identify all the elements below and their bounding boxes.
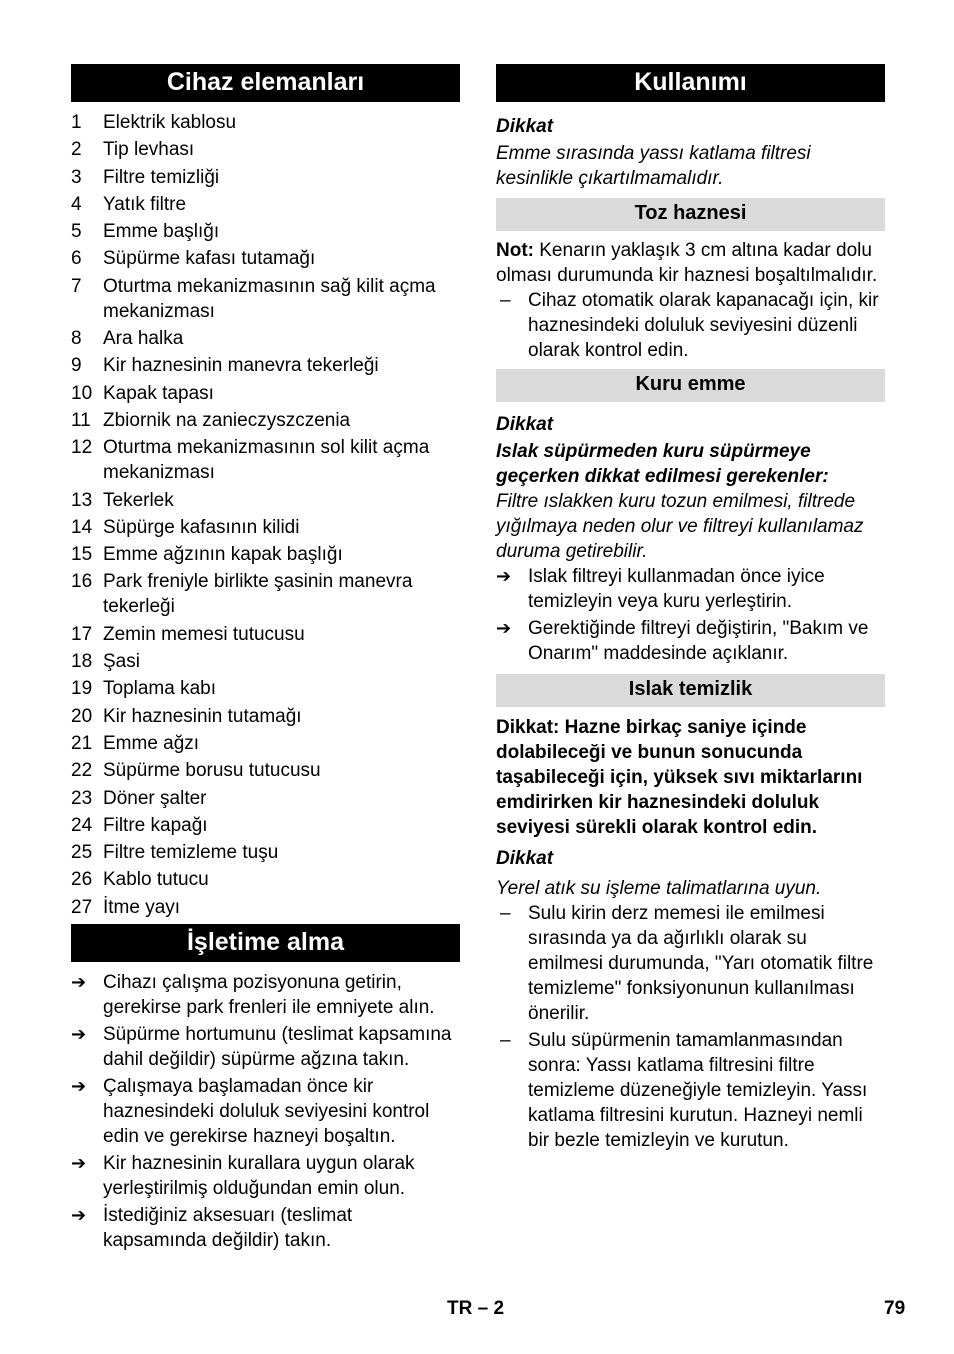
list-item <box>71 786 460 811</box>
item-number: 13 <box>71 489 93 511</box>
item-number: 1 <box>71 112 82 133</box>
step-item <box>71 970 460 1020</box>
dry-bold-warning: Islak süpürmeden kuru süpürmeye geçerken dikkat edilmesi gerekenler: <box>496 441 829 487</box>
left-column <box>71 64 460 1255</box>
list-item <box>71 435 460 485</box>
item-number: 20 <box>71 705 93 727</box>
dash-bullet-icon: – <box>500 1030 511 1051</box>
item-number: 25 <box>71 842 93 864</box>
item-text: Kapak tapası <box>103 382 214 404</box>
item-text: Döner şalter <box>103 787 207 809</box>
subheading-dust-container: Toz haznesi <box>496 198 885 231</box>
components-list <box>71 110 460 920</box>
item-text: Süpürme kafası tutamağı <box>103 248 316 270</box>
item-text: Kablo tutucu <box>103 869 209 891</box>
item-text: Filtre kapağı <box>103 814 208 836</box>
dash-bullet-icon: – <box>500 903 511 924</box>
step-item <box>71 1151 460 1201</box>
item-number: 3 <box>71 166 82 188</box>
item-number: 21 <box>71 732 93 754</box>
dash-item <box>496 1028 885 1153</box>
item-text: Süpürme borusu tutucusu <box>103 760 321 782</box>
item-text: Emme ağzı <box>103 732 200 754</box>
item-number: 6 <box>71 248 82 270</box>
item-text: Yatık filtre <box>103 193 187 215</box>
arrow-right-icon: ➔ <box>71 1152 87 1173</box>
note-text: Kenarın yaklaşık 3 cm altına kadar dolu olması durumunda kir haznesi boşaltılmalıdır. <box>496 240 878 286</box>
wet-caution-text: Yerel atık su işleme talimatlarına uyun. <box>496 878 822 899</box>
list-item <box>71 110 460 135</box>
item-number: 11 <box>71 409 91 431</box>
step-text: Kir haznesinin kurallara uygun olarak yerleştirilmiş olduğundan emin olun. <box>103 1152 415 1199</box>
item-number: 26 <box>71 869 93 891</box>
item-number: 23 <box>71 787 93 809</box>
item-number: 5 <box>71 221 82 243</box>
list-item <box>71 731 460 756</box>
item-text: Zemin memesi tutucusu <box>103 623 305 645</box>
item-number: 18 <box>71 651 93 673</box>
step-item <box>496 616 885 666</box>
footer-language-page: TR – 2 <box>447 1298 505 1319</box>
wet-dash-list <box>496 901 885 1153</box>
right-column <box>496 64 885 1155</box>
item-text: Oturtma mekanizmasının sol kilit açma mekanizması <box>103 437 430 484</box>
dry-italic-text: Filtre ıslakken kuru tozun emilmesi, filtrede yığılmaya neden olur ve filtreyi kullanılamaz duruma getirebilir. <box>496 491 864 562</box>
list-item <box>71 381 460 406</box>
list-item <box>71 515 460 540</box>
item-text: Tip levhası <box>103 139 195 161</box>
list-item <box>71 569 460 619</box>
item-text: Ara halka <box>103 328 184 350</box>
dry-steps-list <box>496 564 885 666</box>
section-heading-components: Cihaz elemanları <box>71 64 460 102</box>
step-text: Cihazı çalışma pozisyonuna getirin, gerekirse park frenleri ile emniyete alın. <box>103 971 435 1018</box>
item-number: 12 <box>71 437 93 459</box>
list-item <box>71 895 460 920</box>
item-number: 10 <box>71 382 93 404</box>
caution-label: Dikkat <box>496 116 554 137</box>
step-item <box>71 1074 460 1149</box>
list-item <box>71 867 460 892</box>
step-item <box>71 1203 460 1253</box>
item-text: Park freniyle birlikte şasinin manevra tekerleği <box>103 571 413 618</box>
arrow-right-icon: ➔ <box>71 971 87 992</box>
item-text: Filtre temizliği <box>103 166 220 188</box>
item-number: 7 <box>71 275 82 297</box>
list-item <box>71 137 460 162</box>
list-item <box>71 246 460 271</box>
item-number: 19 <box>71 678 93 700</box>
list-item <box>71 488 460 513</box>
item-text: Oturtma mekanizmasının sağ kilit açma mekanizması <box>103 275 436 322</box>
item-text: Toplama kabı <box>103 678 217 700</box>
item-text: Emme ağzının kapak başlığı <box>103 544 343 566</box>
item-text: Zbiornik na zanieczyszczenia <box>103 409 351 431</box>
section-heading-usage: Kullanımı <box>496 64 885 102</box>
item-number: 24 <box>71 814 93 836</box>
item-text: Şasi <box>103 651 140 673</box>
step-text: Süpürme hortumunu (teslimat kapsamına dahil değildir) süpürme ağzına takın. <box>103 1023 452 1070</box>
list-item <box>71 192 460 217</box>
list-item <box>71 165 460 190</box>
dust-dash-list <box>496 288 885 363</box>
startup-steps-list <box>71 970 460 1253</box>
subheading-dry-vacuum: Kuru emme <box>496 369 885 402</box>
dust-note <box>496 238 885 288</box>
note-label: Not: <box>496 240 534 261</box>
item-number: 14 <box>71 516 93 538</box>
subheading-wet-cleaning: Islak temizlik <box>496 674 885 707</box>
list-item <box>71 326 460 351</box>
list-item <box>71 542 460 567</box>
step-text: Islak filtreyi kullanmadan önce iyice temizleyin veya kuru yerleştirin. <box>528 566 825 612</box>
section-heading-startup: İşletime alma <box>71 924 460 962</box>
list-item <box>71 649 460 674</box>
wet-caution-label: Dikkat <box>496 848 554 869</box>
arrow-right-icon: ➔ <box>496 566 512 586</box>
list-item <box>71 274 460 324</box>
step-text: Çalışmaya başlamadan önce kir haznesindeki doluluk seviyesini kontrol edin ve gerekirse hazneyi boşaltın. <box>103 1075 430 1147</box>
list-item <box>71 676 460 701</box>
dash-item <box>496 288 885 363</box>
dash-bullet-icon: – <box>500 290 511 311</box>
step-text: Gerektiğinde filtreyi değiştirin, "Bakım ve Onarım" maddesinde açıklanır. <box>528 618 869 664</box>
item-text: Emme başlığı <box>103 221 220 243</box>
arrow-right-icon: ➔ <box>71 1075 87 1096</box>
item-text: Tekerlek <box>103 489 174 511</box>
list-item <box>71 353 460 378</box>
step-text: İstediğiniz aksesuarı (teslimat kapsamında değildir) takın. <box>103 1204 353 1251</box>
item-number: 22 <box>71 760 93 782</box>
dry-caution-label: Dikkat <box>496 414 554 435</box>
list-item <box>71 219 460 244</box>
list-item <box>71 704 460 729</box>
list-item <box>71 408 460 433</box>
arrow-right-icon: ➔ <box>71 1204 87 1225</box>
list-item <box>71 813 460 838</box>
list-item <box>71 758 460 783</box>
item-number: 2 <box>71 139 82 161</box>
arrow-right-icon: ➔ <box>71 1023 87 1044</box>
footer-page-number: 79 <box>884 1298 906 1319</box>
item-number: 16 <box>71 571 93 593</box>
item-text: Elektrik kablosu <box>103 112 237 133</box>
wet-bold-warning: Dikkat: Hazne birkaç saniye içinde dolabileceği ve bunun sonucunda taşabileceği için, yüksek sıvı miktarlarını emdirirken kir haznesindeki doluluk seviyesi sürekli olarak kontrol edin. <box>496 717 863 838</box>
dash-text: Sulu kirin derz memesi ile emilmesi sırasında ya da ağırlıklı olarak su emilmesi durumunda, "Yarı otomatik filtre temizleme" fonksiyonunun kullanılması önerilir. <box>528 903 874 1024</box>
dash-item <box>496 901 885 1026</box>
item-text: Kir haznesinin tutamağı <box>103 705 302 727</box>
caution-text: Emme sırasında yassı katlama filtresi kesinlikle çıkartılmamalıdır. <box>496 143 811 189</box>
dash-text: Cihaz otomatik olarak kapanacağı için, kir haznesindeki doluluk seviyesini düzenli olarak kontrol edin. <box>528 290 879 361</box>
item-text: Süpürge kafasının kilidi <box>103 516 300 538</box>
item-number: 15 <box>71 544 93 566</box>
arrow-right-icon: ➔ <box>496 618 512 638</box>
item-text: Filtre temizleme tuşu <box>103 842 279 864</box>
item-number: 9 <box>71 355 82 377</box>
item-number: 17 <box>71 623 93 645</box>
item-text: Kir haznesinin manevra tekerleği <box>103 355 379 377</box>
item-number: 27 <box>71 896 93 918</box>
item-number: 8 <box>71 328 82 350</box>
step-item <box>71 1022 460 1072</box>
item-number: 4 <box>71 193 82 215</box>
list-item <box>71 840 460 865</box>
dash-text: Sulu süpürmenin tamamlanmasından sonra: Yassı katlama filtresini filtre temizleme düzeneğiyle temizleyin. Yassı katlama filtresini kurutun. Hazneyi nemli bir bezle temizleyin ve kurutun. <box>528 1030 868 1151</box>
item-text: İtme yayı <box>103 896 181 918</box>
list-item <box>71 622 460 647</box>
step-item <box>496 564 885 614</box>
